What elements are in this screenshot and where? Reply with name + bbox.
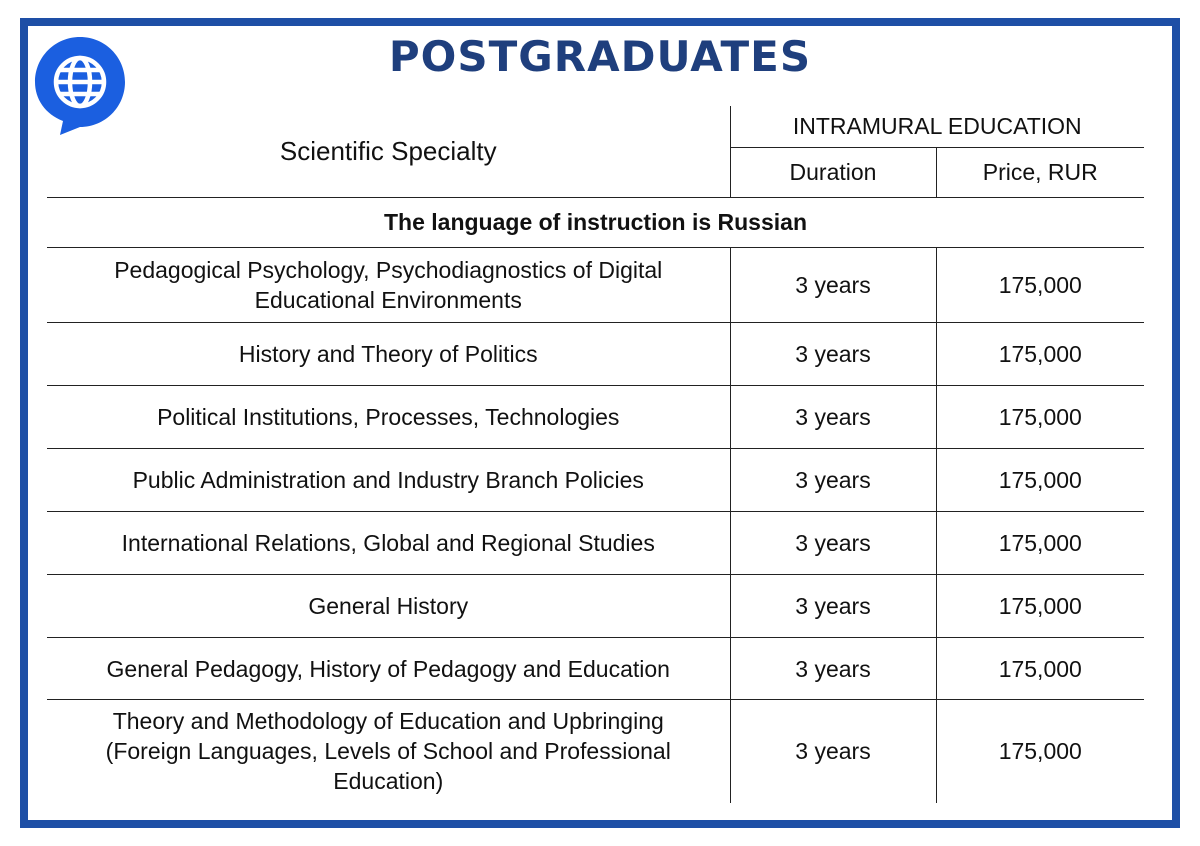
duration-cell: 3 years [730,386,936,449]
price-cell: 175,000 [936,575,1144,638]
duration-cell: 3 years [730,575,936,638]
table-row [47,700,1144,803]
header-price: Price, RUR [936,148,1144,198]
duration-cell: 3 years [730,700,936,803]
header-specialty: Scientific Specialty [47,106,730,198]
specialty-cell: Political Institutions, Processes, Technologies [47,386,730,449]
specialty-cell: Theory and Methodology of Education and Upbringing (Foreign Languages, Levels of School and Professional Education) [47,700,730,803]
price-cell: 175,000 [936,512,1144,575]
price-cell: 175,000 [936,248,1144,323]
table-row [47,386,1144,449]
specialty-cell: General Pedagogy, History of Pedagogy and Education [47,638,730,700]
table-row [47,323,1144,386]
table-row [47,449,1144,512]
specialty-cell: History and Theory of Politics [47,323,730,386]
header-duration: Duration [730,148,936,198]
price-cell: 175,000 [936,323,1144,386]
header-intramural: INTRAMURAL EDUCATION [730,106,1144,148]
page-title: POSTGRADUATES [388,32,812,81]
specialty-cell: Pedagogical Psychology, Psychodiagnostics of Digital Educational Environments [47,248,730,323]
table-row [47,248,1144,323]
price-cell: 175,000 [936,449,1144,512]
duration-cell: 3 years [730,512,936,575]
price-cell: 175,000 [936,386,1144,449]
specialty-cell: General History [47,575,730,638]
specialty-cell: International Relations, Global and Regional Studies [47,512,730,575]
duration-cell: 3 years [730,248,936,323]
price-table [47,106,1144,803]
duration-cell: 3 years [730,638,936,700]
table-row [47,638,1144,700]
specialty-cell: Public Administration and Industry Branch Policies [47,449,730,512]
price-cell: 175,000 [998,738,1082,765]
duration-cell: 3 years [730,323,936,386]
price-cell: 175,000 [936,638,1144,700]
duration-cell: 3 years [730,449,936,512]
table-row [47,512,1144,575]
table-row [47,575,1144,638]
section-label: The language of instruction is Russian [47,198,1144,248]
